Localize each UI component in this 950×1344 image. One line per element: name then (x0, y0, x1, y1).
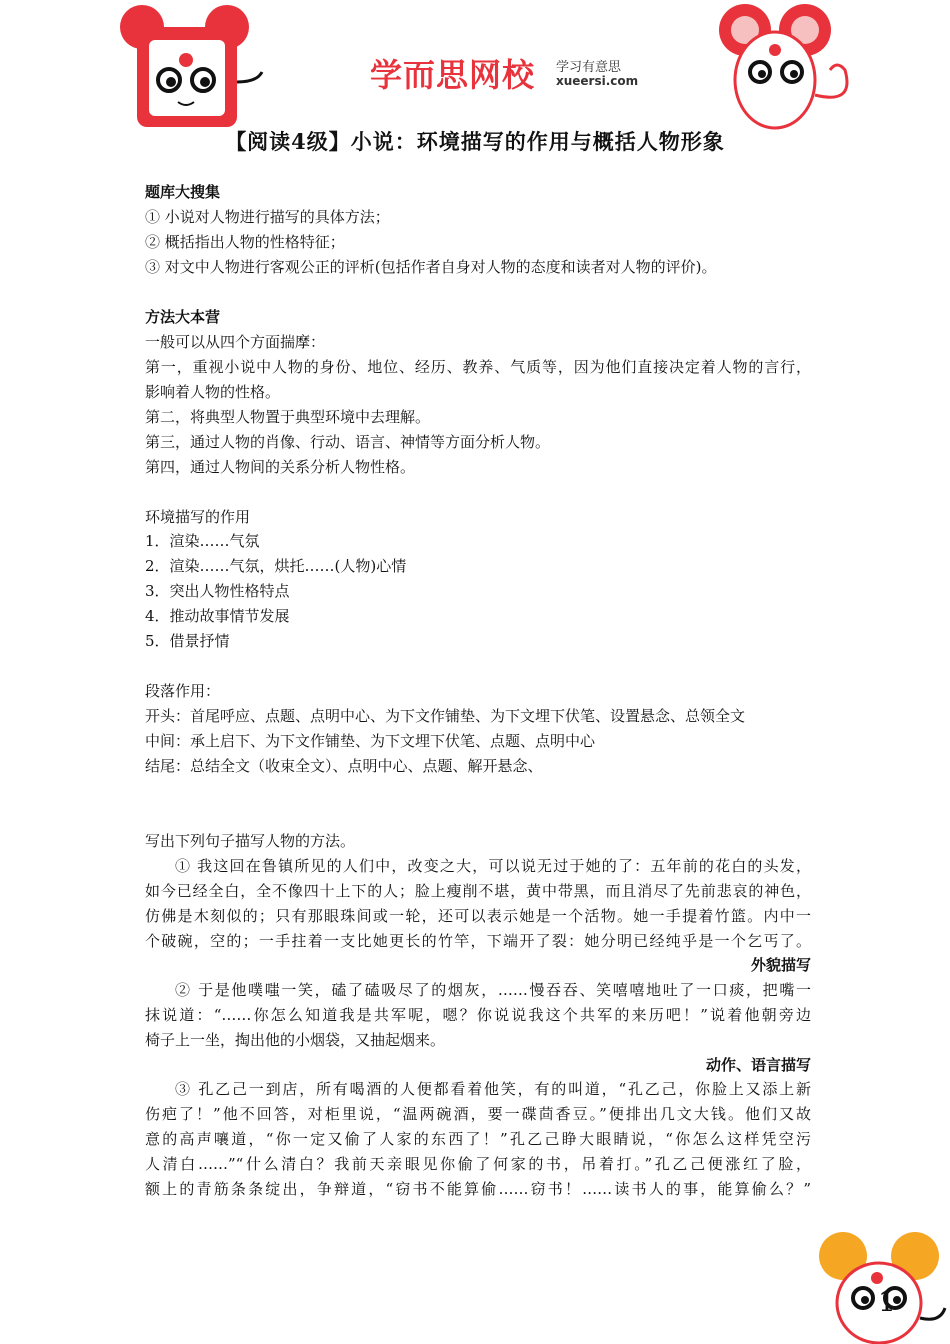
text-line: 开头：首尾呼应、点题、点明中心、为下文作铺垫、为下文埋下伏笔、设置悬念、总领全文 (145, 707, 746, 725)
text-line: 意的高声嚷道，“你一定又偷了人家的东西了！”孔乙己睁大眼睛说，“你怎么这样凭空污 (145, 1130, 811, 1148)
text-line: ① 我这回在鲁镇所见的人们中，改变之大，可以说无过于她的了：五年前的花白的头发， (175, 857, 811, 875)
text-line: 中间：承上启下、为下文作铺垫、为下文埋下伏笔、点题、点明中心 (145, 732, 596, 750)
list-item: 1．渲染……气氛 (145, 532, 260, 550)
text-line: 结尾：总结全文（收束全文）、点明中心、点题、解开悬念、 (145, 757, 543, 775)
brand-logo (370, 50, 639, 96)
answer-label: 动作、语言描写 (705, 1056, 811, 1074)
answer-label: 外貌描写 (750, 956, 811, 974)
logo-slogan: 学习有意思 (556, 60, 622, 75)
mascot-right-illustration (710, 0, 870, 135)
text-line: 抹说道：“……你怎么知道我是共军呢，嗯？你说说我这个共军的来历吧！”说着他朝旁边 (145, 1006, 811, 1024)
text-line: 第一，重视小说中人物的身份、地位、经历、教养、气质等，因为他们直接决定着人物的言行， (145, 358, 811, 376)
text-line: 人清白……”“什么清白？我前天亲眼见你偷了何家的书，吊着打。”孔乙己便涨红了脸， (145, 1155, 811, 1173)
logo-url: xueersi.com (556, 74, 639, 88)
text-line: 第三，通过人物的肖像、行动、语言、神情等方面分析人物。 (145, 433, 551, 451)
section-heading-question-bank: 题库大搜集 (145, 183, 221, 201)
list-item: 5．借景抒情 (145, 632, 230, 650)
text-line: 椅子上一坐，掏出他的小烟袋，又抽起烟来。 (145, 1031, 446, 1049)
list-item: 4．推动故事情节发展 (145, 607, 290, 625)
text-line: ③ 孔乙己一到店，所有喝酒的人便都看着他笑，有的叫道，“孔乙己，你脸上又添上新 (175, 1080, 811, 1098)
list-item: ① 小说对人物进行描写的具体方法； (145, 208, 390, 226)
text-line: 个破碗，空的；一手拄着一支比她更长的竹竿，下端开了裂：她分明已经纯乎是一个乞丐了。 (145, 932, 811, 950)
exercise-prompt: 写出下列句子描写人物的方法。 (145, 832, 356, 850)
text-line: 第二，将典型人物置于典型环境中去理解。 (145, 408, 431, 426)
text-line: 影响着人物的性格。 (145, 383, 281, 401)
list-item: 2．渲染……气氛，烘托……(人物)心情 (145, 557, 407, 575)
text-line: 仿佛是木刻似的；只有那眼珠间或一轮，还可以表示她是一个活物。她一手提着竹篮。内中一 (145, 907, 811, 925)
text-line: 如今已经全白，全不像四十上下的人；脸上瘦削不堪，黄中带黑，而且消尽了先前悲哀的神色， (145, 882, 811, 900)
text-line: 第四，通过人物间的关系分析人物性格。 (145, 458, 416, 476)
list-item: ③ 对文中人物进行客观公正的评析(包括作者自身对人物的态度和读者对人物的评价)。 (145, 258, 717, 276)
section-heading-environment: 环境描写的作用 (145, 508, 251, 526)
text-line: 额上的青筋条条绽出，争辩道，“窃书不能算偷……窃书！……读书人的事，能算偷么？” (145, 1180, 811, 1198)
text-line: ② 于是他噗嗤一笑，磕了磕吸尽了的烟灰，……慢吞吞、笑嘻嘻地吐了一口痰，把嘴一 (175, 981, 811, 999)
logo-main-text: 学而思网校 (370, 56, 536, 94)
mascot-left-illustration (112, 2, 272, 132)
section-heading-paragraph-role: 段落作用： (145, 682, 221, 700)
page-title: 【阅读4级】小说：环境描写的作用与概括人物形象 (225, 129, 725, 154)
text-line: 一般可以从四个方面揣摩： (145, 333, 326, 351)
text-line: 伤疤了！”他不回答，对柜里说，“温两碗酒，要一碟茴香豆。”便排出几文大钱。他们又故 (145, 1105, 811, 1123)
page-number: 1 (878, 1285, 896, 1318)
section-heading-methods: 方法大本营 (145, 308, 221, 326)
list-item: ② 概括指出人物的性格特征； (145, 233, 345, 251)
list-item: 3．突出人物性格特点 (145, 582, 290, 600)
